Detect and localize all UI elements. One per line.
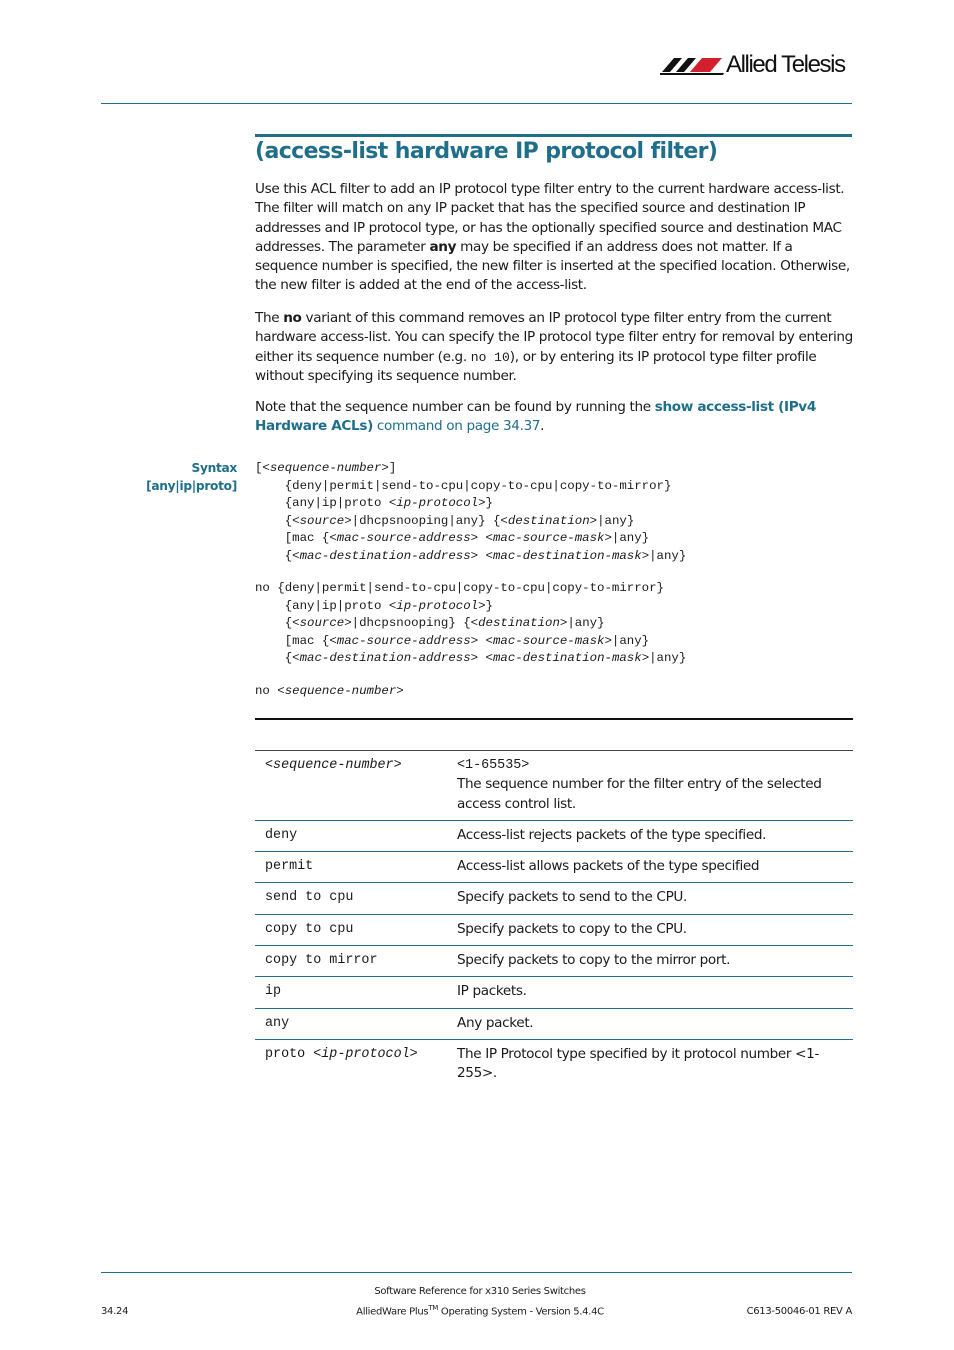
syntax-block-add: [<sequence-number>] {deny|permit|send-to-cpu|copy-to-cpu|copy-to-mirror} {any|ip|proto <ip-protocol>} {<source>|dhcpsnooping|any} {<destination>|any} [mac {<mac-source-address> <mac-source-mask>|any} {<mac-destination-address> <mac-destination-mask>|any} [255, 461, 687, 563]
table-row [255, 1040, 853, 1090]
parameter-description [457, 857, 853, 876]
logo-mark-icon [660, 50, 726, 80]
para2-text-b: variant of this command removes an IP protocol type filter entry from the current hardware access-list. You can specify the IP protocol type filter entry for removal by entering either its sequence number (e.g. [255, 310, 853, 365]
table-row [255, 821, 853, 852]
logo-text: Allied Telesis [726, 51, 845, 78]
allied-telesis-logo [660, 50, 855, 80]
parameter-description [457, 888, 853, 907]
table-row [255, 751, 853, 821]
syntax-label [101, 459, 237, 495]
table-row [255, 883, 853, 914]
syntax-heading: Syntax [191, 461, 237, 475]
description-paragraph-2 [255, 309, 855, 386]
parameter-name: <sequence-number> [265, 758, 402, 773]
syntax-block-remove-seq: no <sequence-number> [255, 684, 404, 698]
parameter-description [457, 826, 853, 845]
title-rule [255, 134, 852, 137]
para1-text-b: may be specified if an address does not matter. If a sequence number is specified, the new filter is inserted at the specified location. Otherwise, the new filter is added at the end of the access-list. [255, 238, 850, 294]
table-row [255, 1009, 853, 1040]
description-paragraph-1 [255, 180, 855, 296]
para2-code: no 10 [470, 349, 510, 365]
syntax-block-remove: no {deny|permit|send-to-cpu|copy-to-cpu|copy-to-mirror} {any|ip|proto <ip-protocol>} {<source>|dhcpsnooping} {<destination>|any} [mac {<mac-source-address> <mac-source-mask>|any} {<mac-destination-address> <mac-destination-mask>|any} [255, 581, 687, 666]
para2-text-c: ), or by entering its IP protocol type filter profile without specifying its sequence number. [255, 348, 817, 384]
para1-text-a: Use this ACL filter to add an IP protocol type filter entry to the current hardware access-list. The filter will match on any IP packet that has the specified source and destination IP addresses and IP protocol type, or has the optionally specified source and destination MAC addresses. The parameter [255, 181, 845, 255]
link-bold-text: show access-list (IPv4 Hardware ACLs) [255, 399, 816, 435]
parameter-description-text: Access-list rejects packets of the type specified. [457, 826, 767, 843]
parameter-description [457, 756, 853, 814]
table-row [255, 946, 853, 977]
para2-text-a: The [255, 310, 284, 326]
parameter-table [255, 751, 853, 1090]
parameter-description-text: IP packets. [457, 983, 527, 1000]
para3-text-a: Note that the sequence number can be found by running the [255, 399, 655, 415]
footer-rule [101, 1272, 852, 1273]
description-paragraph-3 [255, 398, 855, 437]
parameter-description-text: The IP Protocol type specified by it protocol number <1-255>. [457, 1045, 820, 1082]
table-row [255, 915, 853, 946]
parameter-name: copy to cpu [265, 921, 354, 937]
link-page-text: command on page 34.37 [372, 418, 541, 435]
table-top-rule [255, 718, 853, 720]
table-row [255, 977, 853, 1008]
para1-bold-any: any [429, 238, 457, 255]
document-id: C613-50046-01 REV A [746, 1306, 852, 1317]
parameter-description [457, 951, 853, 970]
parameter-description [457, 982, 853, 1001]
parameter-description-text: Any packet. [457, 1014, 534, 1031]
footer-tm: TM [428, 1304, 439, 1312]
para2-bold-no: no [283, 310, 302, 326]
parameter-description [457, 1014, 853, 1033]
footer-title: Software Reference for x310 Series Switches [374, 1286, 586, 1297]
syntax-subheading: [any|ip|proto] [146, 479, 237, 493]
para3-text-b: . [540, 418, 545, 435]
parameter-name: proto <ip-protocol> [265, 1046, 418, 1062]
parameter-name: send to cpu [265, 890, 354, 906]
page-number: 34.24 [101, 1306, 129, 1317]
parameter-name: permit [265, 859, 314, 875]
parameter-range: <1-65535> [457, 758, 530, 773]
footer-version [300, 1304, 660, 1317]
parameter-name: copy to mirror [265, 953, 378, 969]
parameter-description [457, 1045, 853, 1084]
page-title: (access-list hardware IP protocol filter) [255, 139, 718, 164]
footer-product: AlliedWare Plus [356, 1306, 429, 1318]
header-rule [101, 103, 852, 104]
parameter-description-text: The sequence number for the filter entry of the selected access control list. [457, 776, 822, 812]
parameter-description-text: Specify packets to copy to the CPU. [457, 920, 687, 937]
parameter-description-text: Access-list allows packets of the type specified [457, 858, 760, 875]
table-row [255, 852, 853, 883]
parameter-description-text: Specify packets to send to the CPU. [457, 889, 687, 906]
parameter-name: ip [265, 984, 282, 1000]
parameter-name: deny [265, 827, 298, 843]
parameter-description-text: Specify packets to copy to the mirror port. [457, 952, 731, 969]
footer-os-version: Operating System - Version 5.4.4C [438, 1306, 604, 1318]
parameter-name: any [265, 1015, 290, 1031]
parameter-description [457, 920, 853, 939]
